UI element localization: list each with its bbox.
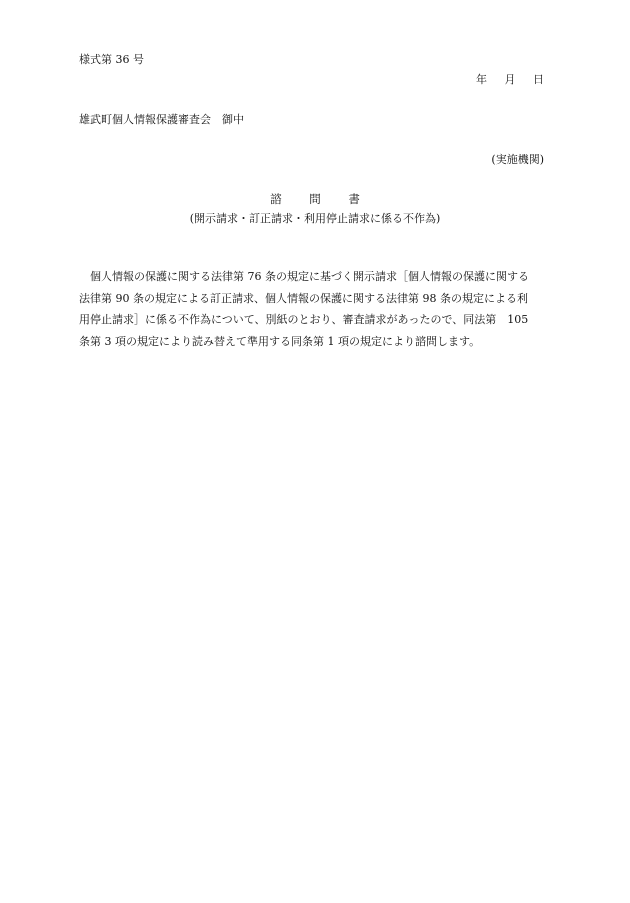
body-line: 個人情報の保護に関する法律第 76 条の規定に基づく開示請求［個人情報の保護に関する <box>79 270 529 283</box>
date-line <box>462 71 544 87</box>
date-month-label: 月 <box>504 73 516 86</box>
body-line: 条第 3 項の規定により読み替えて準用する同条第 1 項の規定により諮問します。 <box>79 334 481 348</box>
document-subtitle: (開示請求・訂正請求・利用停止請求に係る不作為) <box>189 212 441 225</box>
body-paragraph <box>79 266 549 352</box>
title-char-2: 問 <box>309 192 321 206</box>
addressee: 雄武町個人情報保護審査会 御中 <box>79 113 244 126</box>
body-line: 法律第 90 条の規定による訂正請求、個人情報の保護に関する法律第 98 条の規定による利 <box>79 291 528 305</box>
title-char-1: 諮 <box>270 192 282 206</box>
body-line: 用停止請求］に係る不作為について、別紙のとおり、審査請求があったので、同法第 105 <box>79 313 529 326</box>
date-year-label: 年 <box>476 73 487 86</box>
sender-agency: (実施機関) <box>491 153 544 166</box>
form-number: 様式第 36 号 <box>79 53 144 66</box>
title-char-3: 書 <box>348 192 360 206</box>
date-day-label: 日 <box>533 73 544 86</box>
document-title <box>0 191 630 207</box>
